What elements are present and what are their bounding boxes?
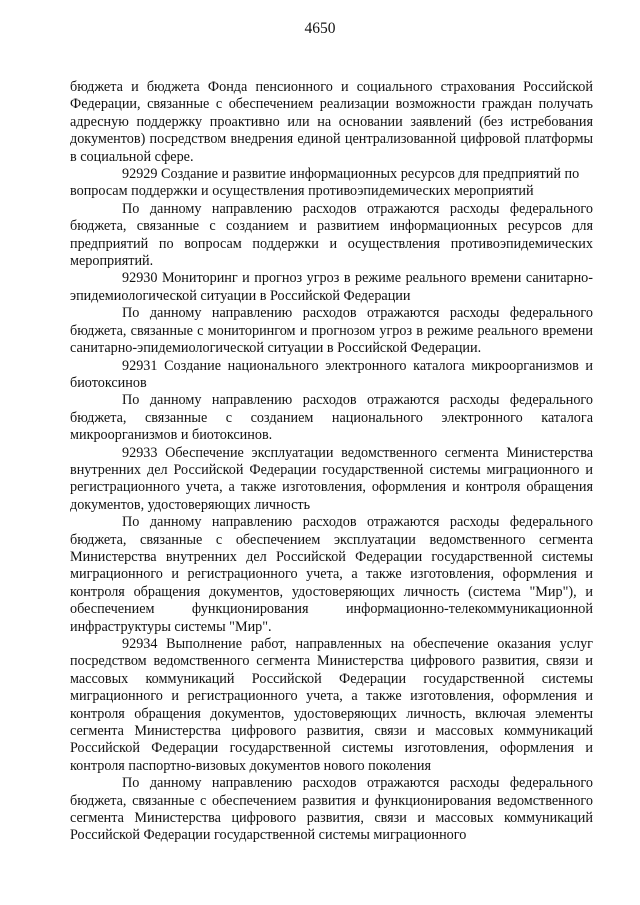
expense-code-92929-description: По данному направлению расходов отражаются расходы федерального бюджета, связанные с созданием и развитием информационных ресурсов для предприятий по вопросам поддержки и осуществления противоэпидемических мероприятий. — [70, 200, 593, 270]
expense-code-92933-description: По данному направлению расходов отражаются расходы федерального бюджета, связанные с обеспечением эксплуатации ведомственного сегмента Министерства внутренних дел Российской Федерации государственной системы миграционного и регистрационного учета, а также изготовления, оформления и контроля обращения документов, удостоверяющих личность (система "Мир"), и обеспечением функционирования информационно-телекоммуникационной инфраструктуры системы "Мир". — [70, 514, 593, 635]
expense-code-92934-heading: 92934 Выполнение работ, направленных на обеспечение оказания услуг посредством ведомственного сегмента Министерства цифрового развития, связи и массовых коммуникаций Российской Федерации государственной системы миграционного и регистрационного учета, а также изготовления, оформления и контроля обращения документов, удостоверяющих личность, включая элементы сегмента Министерства цифрового развития, связи и массовых коммуникаций Российской Федерации государственной системы изготовления, оформления и контроля паспортно-визовых документов нового поколения — [70, 636, 593, 774]
expense-code-92934-description: По данному направлению расходов отражаются расходы федерального бюджета, связанные с обеспечением развития и функционирования ведомственного сегмента Министерства цифрового развития, связи и массовых коммуникаций Российской Федерации государственной системы миграционного — [70, 775, 593, 844]
expense-code-92931-heading: 92931 Создание национального электронного каталога микроорганизмов и биотоксинов — [70, 357, 593, 391]
document-body — [70, 79, 593, 845]
expense-code-92929-heading: 92929 Создание и развитие информационных ресурсов для предприятий по вопросам поддержки и осуществления противоэпидемических мероприятий — [70, 166, 580, 200]
expense-code-92930-heading: 92930 Мониторинг и прогноз угроз в режиме реального времени санитарно-эпидемиологической ситуации в Российской Федерации — [70, 270, 593, 304]
expense-code-92931-description: По данному направлению расходов отражаются расходы федерального бюджета, связанные с созданием национального электронного каталога микроорганизмов и биотоксинов. — [70, 392, 593, 444]
page-number: 4650 — [304, 20, 336, 37]
paragraph-continuation: бюджета и бюджета Фонда пенсионного и социального страхования Российской Федерации, связанные с обеспечением реализации возможности граждан получать адресную поддержку проактивно или на основании заявлений (без истребования документов) посредством внедрения единой централизованной цифровой платформы в социальной сфере. — [70, 79, 593, 165]
expense-code-92930-description: По данному направлению расходов отражаются расходы федерального бюджета, связанные с мониторингом и прогнозом угроз в режиме реального времени санитарно-эпидемиологической ситуации в Российской Федерации. — [70, 305, 593, 357]
expense-code-92933-heading: 92933 Обеспечение эксплуатации ведомственного сегмента Министерства внутренних дел Российской Федерации государственной системы миграционного и регистрационного учета, а также изготовления, оформления и контроля обращения документов, удостоверяющих личность — [70, 444, 593, 513]
